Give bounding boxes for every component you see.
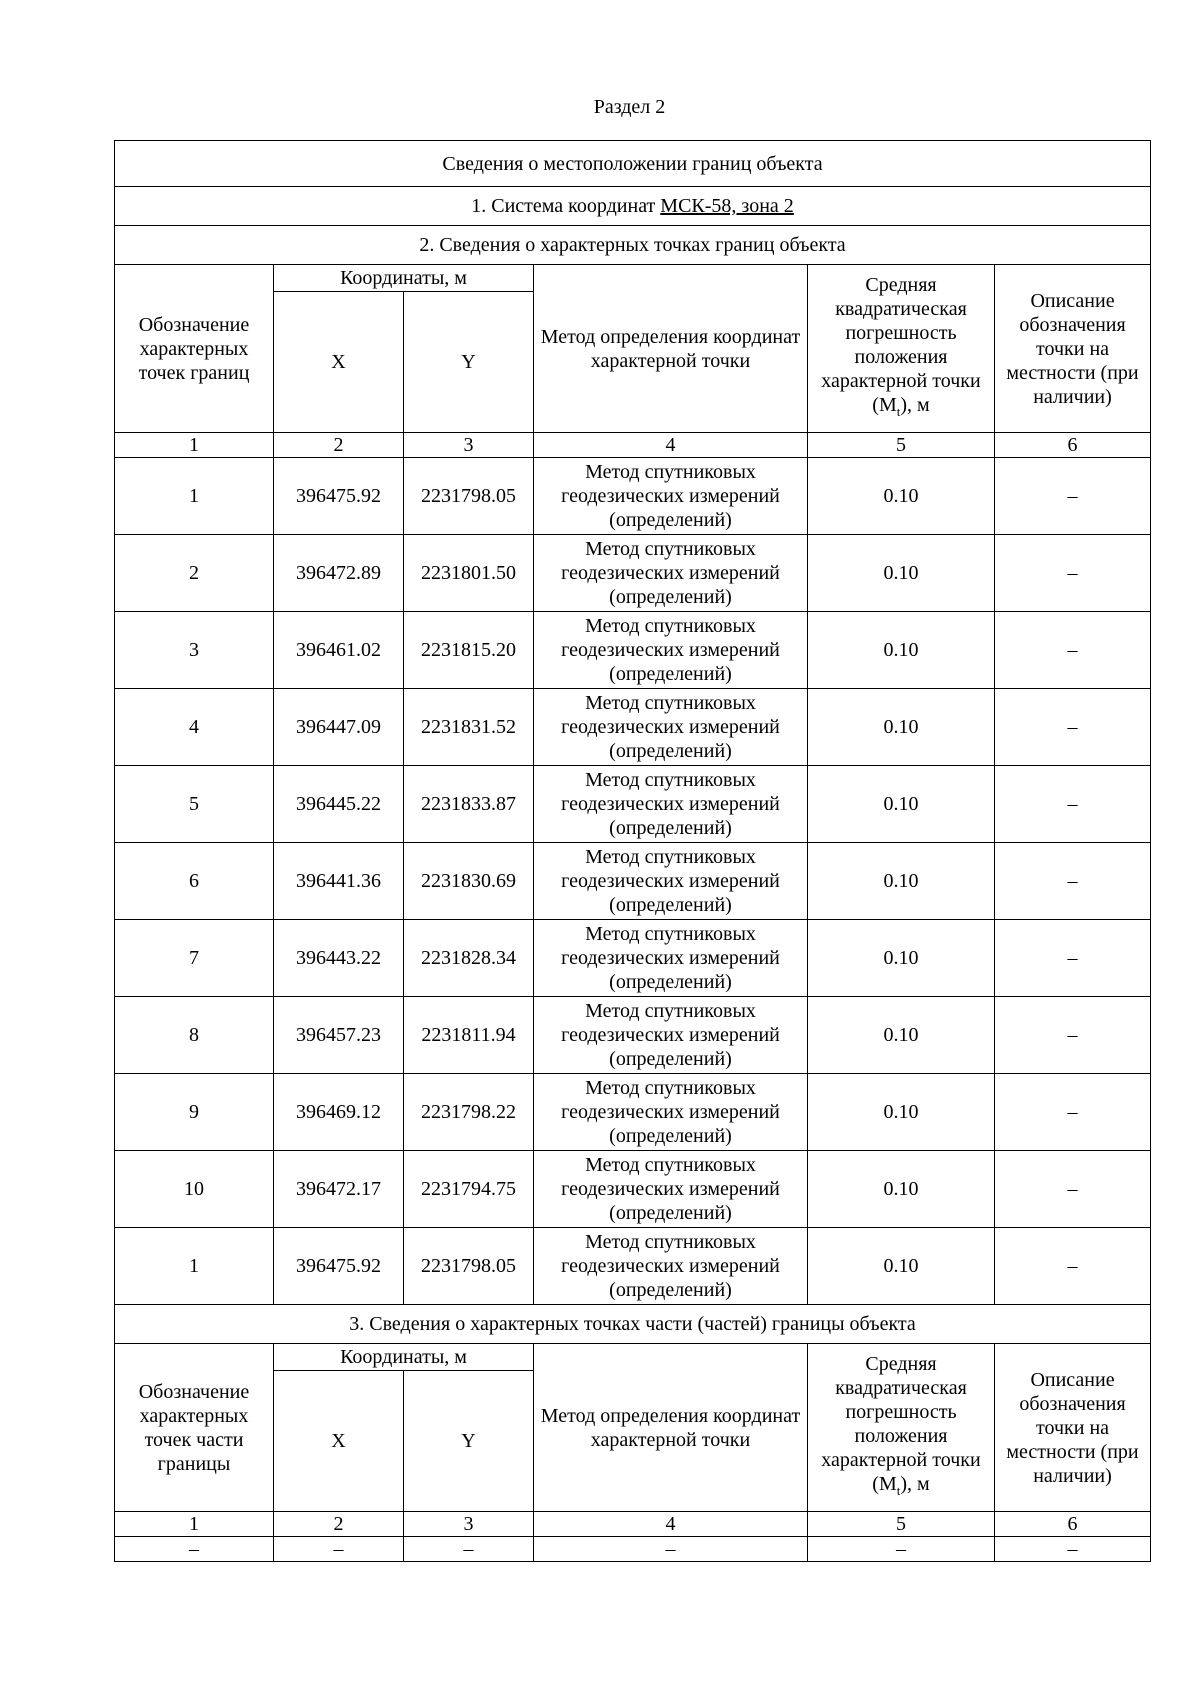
table-row (115, 920, 1151, 997)
column-number: 1 (115, 1512, 274, 1537)
column-number: 4 (534, 1512, 808, 1537)
section2-header-y: Y (404, 292, 534, 433)
method: Метод спутниковых геодезических измерений (определений) (534, 612, 808, 689)
table-row (115, 997, 1151, 1074)
boundary-table (114, 140, 1151, 1562)
description: – (995, 766, 1151, 843)
y-coordinate: 2231798.05 (404, 458, 534, 535)
description: – (995, 612, 1151, 689)
x-coordinate: 396472.89 (274, 535, 404, 612)
mean-error: 0.10 (808, 1228, 995, 1305)
table-row (115, 535, 1151, 612)
point-id: 10 (115, 1151, 274, 1228)
header-error-text: Средняя квадратическая погрешность положения характерной точки (M (821, 274, 981, 416)
section3-column-numbers (115, 1512, 1151, 1537)
x-coordinate: 396441.36 (274, 843, 404, 920)
point-id: 3 (115, 612, 274, 689)
point-id: 7 (115, 920, 274, 997)
mean-error: 0.10 (808, 612, 995, 689)
section2-header-desc: Описание обозначения точки на местности (при наличии) (995, 265, 1151, 433)
coord-system-value: МСК-58, зона 2 (660, 195, 794, 217)
description: – (995, 843, 1151, 920)
y-coordinate: 2231815.20 (404, 612, 534, 689)
description: – (995, 1151, 1151, 1228)
table-row (115, 612, 1151, 689)
mean-error: 0.10 (808, 1151, 995, 1228)
point-id: 1 (115, 458, 274, 535)
method: Метод спутниковых геодезических измерений (определений) (534, 920, 808, 997)
y-coordinate: 2231830.69 (404, 843, 534, 920)
y-coordinate: 2231798.22 (404, 1074, 534, 1151)
point-id: 2 (115, 535, 274, 612)
section3-header-x: X (274, 1371, 404, 1512)
section2-title: 2. Сведения о характерных точках границ объекта (115, 226, 1151, 265)
x-coordinate: 396445.22 (274, 766, 404, 843)
column-number: 5 (808, 433, 995, 458)
y-coordinate: 2231833.87 (404, 766, 534, 843)
section2-header-method: Метод определения координат характерной точки (534, 265, 808, 433)
column-number: 6 (995, 1512, 1151, 1537)
table-row (115, 689, 1151, 766)
table-row (115, 1228, 1151, 1305)
section2-header-x: X (274, 292, 404, 433)
y-coordinate: 2231811.94 (404, 997, 534, 1074)
x-coordinate: 396443.22 (274, 920, 404, 997)
y-coordinate: 2231801.50 (404, 535, 534, 612)
table-row (115, 1537, 1151, 1562)
section3-header-point: Обозначение характерных точек части границы (115, 1344, 274, 1512)
point-id: 5 (115, 766, 274, 843)
x-coordinate: 396457.23 (274, 997, 404, 1074)
method: Метод спутниковых геодезических измерений (определений) (534, 1074, 808, 1151)
x-coordinate: – (274, 1537, 404, 1562)
method: – (534, 1537, 808, 1562)
x-coordinate: 396461.02 (274, 612, 404, 689)
coord-system-prefix: 1. Система координат (471, 195, 661, 217)
description: – (995, 1228, 1151, 1305)
header-error-text: Средняя квадратическая погрешность положения характерной точки (M (821, 1353, 981, 1495)
mean-error: 0.10 (808, 689, 995, 766)
mean-error: 0.10 (808, 1074, 995, 1151)
column-number: 5 (808, 1512, 995, 1537)
boundary-table-body (115, 141, 1151, 1562)
page-heading: Раздел 2 (593, 96, 666, 118)
mean-error: 0.10 (808, 997, 995, 1074)
coord-system-row (115, 187, 1151, 226)
y-coordinate: 2231831.52 (404, 689, 534, 766)
section2-column-numbers (115, 433, 1151, 458)
column-number: 3 (404, 1512, 534, 1537)
description: – (995, 1537, 1151, 1562)
section3-header-y: Y (404, 1371, 534, 1512)
column-number: 1 (115, 433, 274, 458)
description: – (995, 997, 1151, 1074)
section3-header-error (808, 1344, 995, 1512)
table-row (115, 1074, 1151, 1151)
header-error-subscript: t (896, 404, 901, 419)
table-row (115, 458, 1151, 535)
section3-header-method: Метод определения координат характерной точки (534, 1344, 808, 1512)
column-number: 2 (274, 433, 404, 458)
section2-title-row (115, 226, 1151, 265)
section2-header-point: Обозначение характерных точек границ (115, 265, 274, 433)
y-coordinate: 2231794.75 (404, 1151, 534, 1228)
description: – (995, 535, 1151, 612)
table-row (115, 843, 1151, 920)
y-coordinate: – (404, 1537, 534, 1562)
column-number: 2 (274, 1512, 404, 1537)
y-coordinate: 2231798.05 (404, 1228, 534, 1305)
method: Метод спутниковых геодезических измерений (определений) (534, 997, 808, 1074)
column-number: 4 (534, 433, 808, 458)
description: – (995, 689, 1151, 766)
point-id: 1 (115, 1228, 274, 1305)
x-coordinate: 396475.92 (274, 1228, 404, 1305)
description: – (995, 920, 1151, 997)
section3-title: 3. Сведения о характерных точках части (частей) границы объекта (115, 1305, 1151, 1344)
point-id: 9 (115, 1074, 274, 1151)
section3-header-coords: Координаты, м (274, 1344, 534, 1371)
section2-header-coords: Координаты, м (274, 265, 534, 292)
section2-header-error (808, 265, 995, 433)
method: Метод спутниковых геодезических измерений (определений) (534, 766, 808, 843)
description: – (995, 1074, 1151, 1151)
section3-title-row (115, 1305, 1151, 1344)
mean-error: – (808, 1537, 995, 1562)
x-coordinate: 396472.17 (274, 1151, 404, 1228)
point-id: – (115, 1537, 274, 1562)
mean-error: 0.10 (808, 920, 995, 997)
description: – (995, 458, 1151, 535)
table-row (115, 766, 1151, 843)
mean-error: 0.10 (808, 843, 995, 920)
point-id: 8 (115, 997, 274, 1074)
table-row (115, 1151, 1151, 1228)
header-error-unit: ), м (900, 394, 930, 416)
column-number: 6 (995, 433, 1151, 458)
y-coordinate: 2231828.34 (404, 920, 534, 997)
method: Метод спутниковых геодезических измерений (определений) (534, 458, 808, 535)
section2-header-row (115, 265, 1151, 292)
method: Метод спутниковых геодезических измерений (определений) (534, 1151, 808, 1228)
point-id: 4 (115, 689, 274, 766)
mean-error: 0.10 (808, 458, 995, 535)
point-id: 6 (115, 843, 274, 920)
mean-error: 0.10 (808, 766, 995, 843)
method: Метод спутниковых геодезических измерений (определений) (534, 689, 808, 766)
column-number: 3 (404, 433, 534, 458)
method: Метод спутниковых геодезических измерений (определений) (534, 843, 808, 920)
table-title: Сведения о местоположении границ объекта (115, 141, 1151, 187)
mean-error: 0.10 (808, 535, 995, 612)
method: Метод спутниковых геодезических измерений (определений) (534, 1228, 808, 1305)
section3-header-desc: Описание обозначения точки на местности (при наличии) (995, 1344, 1151, 1512)
header-error-unit: ), м (900, 1473, 930, 1495)
x-coordinate: 396447.09 (274, 689, 404, 766)
header-error-subscript: t (896, 1483, 901, 1498)
method: Метод спутниковых геодезических измерений (определений) (534, 535, 808, 612)
section3-header-row (115, 1344, 1151, 1371)
x-coordinate: 396469.12 (274, 1074, 404, 1151)
x-coordinate: 396475.92 (274, 458, 404, 535)
